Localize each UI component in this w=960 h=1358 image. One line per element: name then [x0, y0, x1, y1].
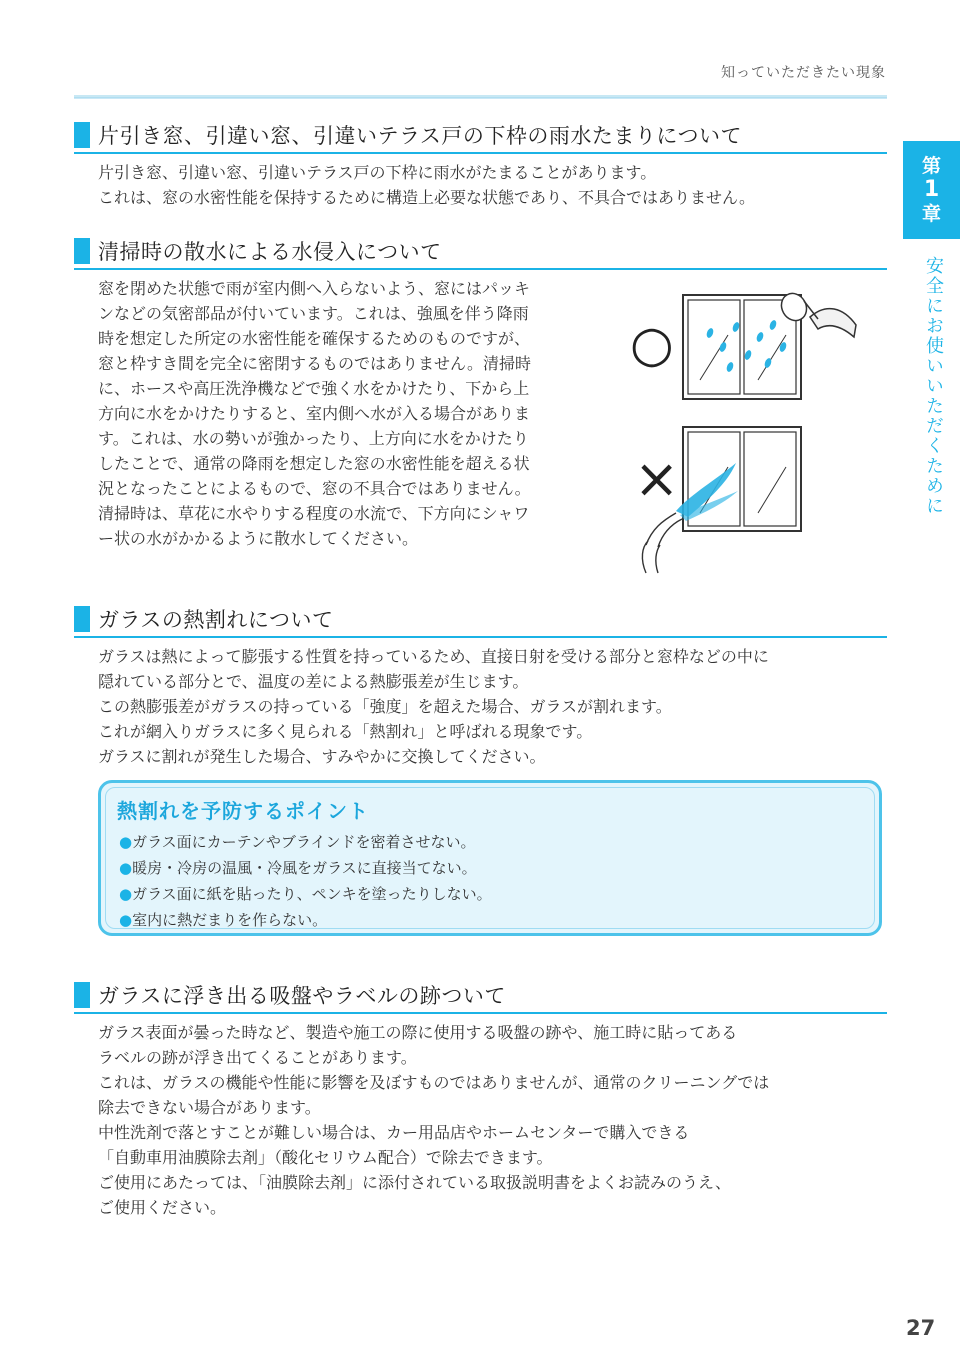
body-line: 窓を閉めた状態で雨が室内側へ入らないよう、窓にはパッキ [98, 279, 531, 298]
body-line: ガラスは熱によって膨張する性質を持っているため、直接日射を受ける部分と窓枠などの中に [98, 647, 769, 666]
section-title: 片引き窓、引違い窓、引違いテラス戸の下枠の雨水たまりについて [98, 124, 742, 148]
section-suction-cup-marks [74, 982, 887, 1220]
body-line: ンなどの気密部品が付いています。これは、強風を伴う降雨 [98, 304, 529, 323]
body-line: 中性洗剤で落とすことが難しい場合は、カー用品店やホームセンターで購入できる [98, 1123, 690, 1142]
section-thermal-cracking [74, 606, 887, 769]
tip-text: 暖房・冷房の温風・冷風をガラスに直接当てない。 [132, 859, 477, 877]
section-body [98, 644, 887, 769]
body-line: 「自動車用油膜除去剤」（酸化セリウム配合）で除去できます。 [98, 1148, 553, 1167]
heading-marker [74, 122, 90, 148]
chapter-suffix: 章 [921, 203, 941, 225]
body-line: これは、窓の水密性能を保持するために構造上必要な状態であり、不具合ではありません。 [98, 188, 755, 207]
body-line: これは、ガラスの機能や性能に影響を及ぼすものではありませんが、通常のクリーニングでは [98, 1073, 770, 1092]
chapter-title-vertical: 安全にお使いいただくために [923, 256, 944, 516]
header-divider-shade [74, 97, 887, 99]
chapter-tab [903, 141, 960, 239]
body-line: ガラス表面が曇った時など、製造や施工の際に使用する吸盤の跡や、施工時に貼ってある [98, 1023, 738, 1042]
chapter-prefix: 第 [921, 155, 941, 177]
good-mark-icon: ○ [630, 315, 674, 373]
section-heading [74, 238, 887, 270]
section-title: ガラスに浮き出る吸盤やラベルの跡ついて [98, 984, 506, 1008]
section-title: 清掃時の散水による水侵入について [98, 240, 442, 264]
body-line: 除去できない場合があります。 [98, 1098, 321, 1117]
section-heading [74, 982, 887, 1014]
body-line: ご使用にあたっては、「油膜除去剤」に添付されている取扱説明書をよくお読みのうえ、 [98, 1173, 731, 1192]
body-line: 時を想定した所定の水密性能を確保するためのものですが、 [98, 329, 531, 348]
tip-item [119, 881, 492, 907]
body-line: 清掃時は、草花に水やりする程度の水流で、下方向にシャワ [98, 504, 530, 523]
chapter-number: 1 [923, 177, 940, 202]
tip-item [119, 855, 492, 881]
body-line: したことで、通常の降雨を想定した窓の水密性能を超える状 [98, 454, 530, 473]
body-line: に、ホースや高圧洗浄機などで強く水をかけたり、下から上 [98, 379, 530, 398]
bullet-icon: ● [119, 885, 133, 903]
tip-title: 熱割れを予防するポイント [117, 799, 369, 823]
section-heading [74, 606, 887, 638]
body-line: ご使用ください。 [98, 1198, 227, 1217]
section-body [98, 160, 887, 210]
hand-hose-icon [642, 513, 682, 573]
body-line: ー状の水がかかるように散水してください。 [98, 529, 419, 548]
water-spray-icon [676, 463, 738, 521]
tip-text: ガラス面に紙を貼ったり、ペンキを塗ったりしない。 [132, 885, 492, 903]
prevention-tips-box [98, 780, 882, 936]
body-line: 窓と枠すき間を完全に密閉するものではありません。清掃時 [98, 354, 531, 373]
water-drops-icon [705, 319, 787, 372]
section-title: ガラスの熱割れについて [98, 608, 334, 632]
body-line: これが網入りガラスに多く見られる「熱割れ」と呼ばれる現象です。 [98, 722, 593, 741]
page-number: 27 [906, 1316, 936, 1340]
body-line: 方向に水をかけたりすると、室内側へ水が入る場合がありま [98, 404, 531, 423]
tip-list [119, 829, 492, 933]
body-line: ガラスに割れが発生した場合、すみやかに交換してください。 [98, 747, 546, 766]
tip-text: 室内に熱だまりを作らない。 [132, 911, 328, 929]
body-line: 隠れている部分とで、温度の差による熱膨張差が生じます。 [98, 672, 529, 691]
bad-example [634, 427, 801, 573]
bullet-icon: ● [119, 911, 133, 929]
body-line: 況となったことによるもので、窓の不具合ではありません。 [98, 479, 531, 498]
body-line: 片引き窓、引違い窓、引違いテラス戸の下枠に雨水がたまることがあります。 [98, 163, 657, 182]
section-body [98, 1020, 887, 1220]
bullet-icon: ● [119, 859, 133, 877]
section-heading [74, 122, 887, 154]
shower-head-icon [777, 289, 856, 337]
heading-marker [74, 606, 90, 632]
window-icon [683, 427, 801, 531]
good-example [630, 289, 856, 399]
bad-mark-icon: × [634, 447, 680, 510]
window-cleaning-illustration [628, 285, 868, 575]
section-rainwater [74, 122, 887, 210]
body-line: ラベルの跡が浮き出てくることがあります。 [98, 1048, 417, 1067]
running-header: 知っていただきたい現象 [721, 65, 886, 81]
tip-item [119, 907, 492, 933]
bullet-icon: ● [119, 833, 133, 851]
heading-marker [74, 238, 90, 264]
tip-text: ガラス面にカーテンやブラインドを密着させない。 [132, 833, 476, 851]
body-line: す。これは、水の勢いが強かったり、上方向に水をかけたり [98, 429, 529, 448]
tip-item [119, 829, 492, 855]
heading-marker [74, 982, 90, 1008]
body-line: この熱膨張差がガラスの持っている「強度」を超えた場合、ガラスが割れます。 [98, 697, 672, 716]
